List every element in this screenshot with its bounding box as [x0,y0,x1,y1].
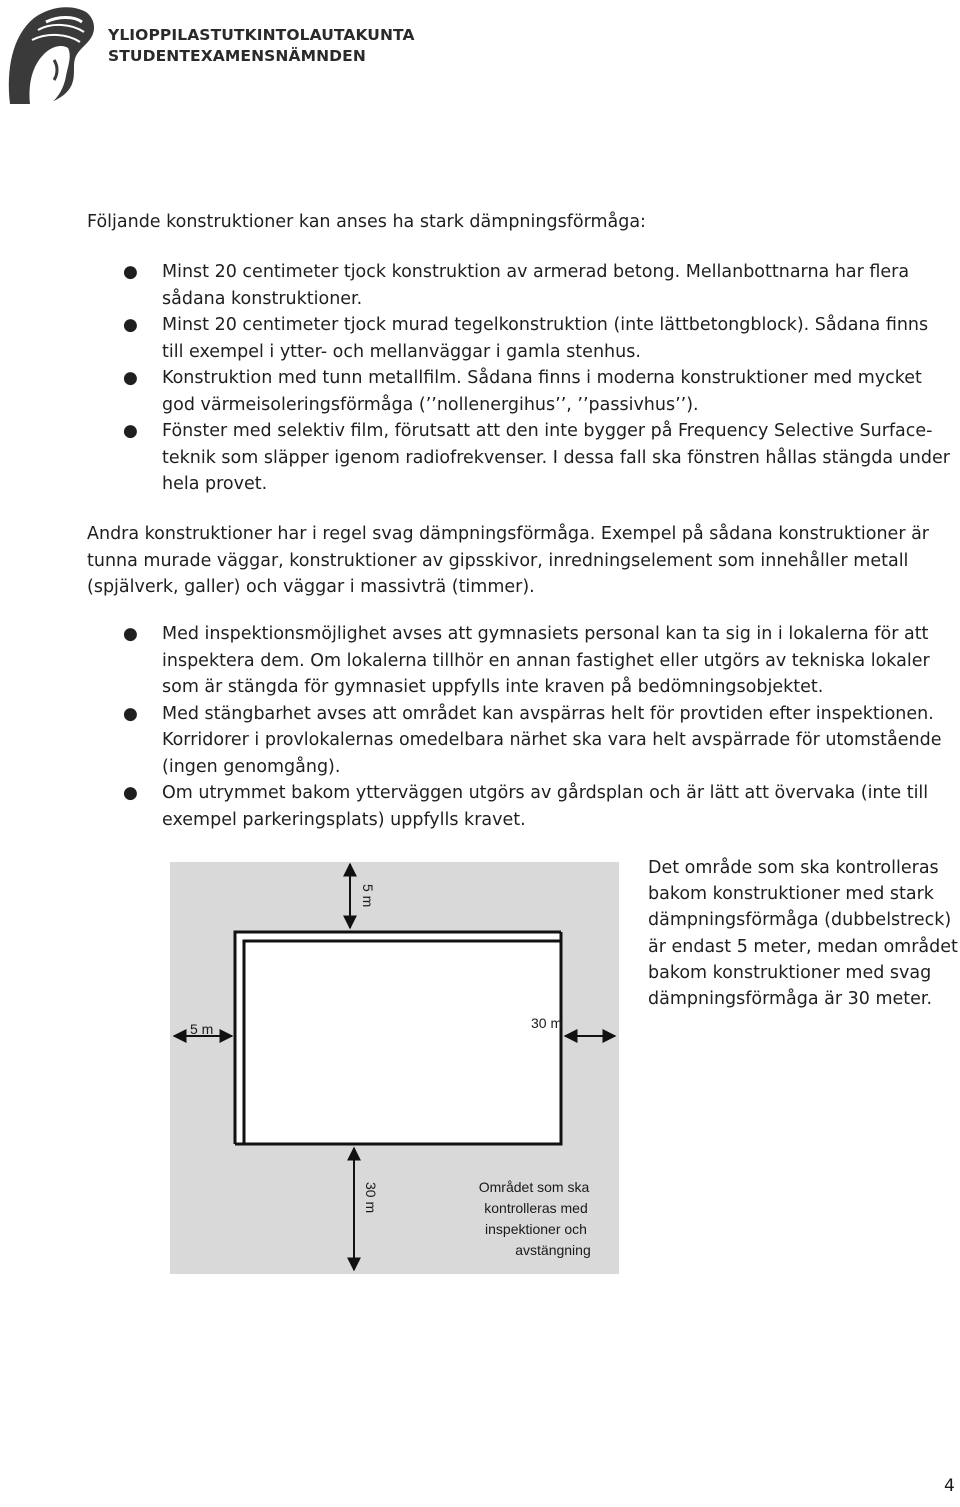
building-room [235,932,561,1144]
bullet-icon: ● [123,783,138,803]
helmet-profile-logo-icon [2,0,98,104]
organization-name [108,25,415,67]
area-caption-line: avstängning [515,1242,591,1258]
diagram-explanation: Det område som ska kontrolleras bakom konstruktioner med stark dämpningsförmåga (dubbelstreck) är endast 5 meter, medan området bakom konstruktioner med svag dämpningsförmåga är 30 meter. [648,858,958,1010]
bullet-icon: ● [123,421,138,441]
strong-attenuation-list [87,259,955,498]
area-caption-line: kontrolleras med [484,1200,588,1216]
bullet-icon: ● [123,262,138,282]
intro-text: Följande konstruktioner kan anses ha stark dämpningsförmåga: [87,212,646,232]
area-diagram [170,862,619,1274]
page-number: 4 [944,1476,955,1496]
area-caption-line: Området som ska [478,1179,590,1195]
bullet-icon: ● [123,368,138,388]
area-caption-line: inspektioner och [485,1221,587,1237]
bullet-icon: ● [123,624,138,644]
bullet-icon: ● [123,315,138,335]
org-name-finnish: YLIOPPILASTUTKINTOLAUTAKUNTA [108,26,415,44]
page-header [0,0,960,110]
weak-attenuation-paragraph: Andra konstruktioner har i regel svag dämpningsförmåga. Exempel på sådana konstruktioner är tunna murade väggar, konstruktioner av gipsskivor, inredningselement som innehåller metall (spjälverk, galler) och väggar i massivträ (timmer). [87,524,929,597]
bullet-icon: ● [123,703,138,724]
list-item: ● Om utrymmet bakom ytterväggen utgörs av gårdsplan och är lätt att övervaka (inte till exempel parkeringsplats) uppfylls kravet. [87,780,955,833]
list-item: ● Minst 20 centimeter tjock konstruktion av armerad betong. Mellanbottnarna har flera sådana konstruktioner. [87,259,955,312]
bottom-dimension-label: 30 m [363,1182,379,1214]
list-item: ● Med inspektionsmöjlighet avses att gymnasiets personal kan ta sig in i lokalerna för att inspektera dem. Om lokalerna tillhör en annan fastighet eller utgörs av tekniska lokaler som är stängda för gymnasiet uppfylls inte kraven på bedömningsobjektet. [87,621,955,701]
list-item: ● Med stängbarhet avses att området kan avspärras helt för provtiden efter inspektionen. Korridorer i provlokalernas omedelbara närhet ska vara helt avspärrade för utomstående (ingen genomgång). [87,701,955,781]
left-dimension-label: 5 m [190,1021,214,1037]
right-dimension-label: 30 m [531,1015,563,1031]
inspection-list [87,621,955,833]
list-item: ● Fönster med selektiv film, förutsatt att den inte bygger på Frequency Selective Surface-teknik som släpper igenom radiofrekvenser. I dessa fall ska fönstren hållas stängda under hela provet. [87,418,955,498]
top-dimension-label: 5 m [360,884,376,908]
list-item: ● Minst 20 centimeter tjock murad tegelkonstruktion (inte lättbetongblock). Sådana finns till exempel i ytter- och mellanväggar i gamla stenhus. [87,312,955,365]
org-name-swedish: STUDENTEXAMENSNÄMNDEN [108,47,366,65]
list-item: ● Konstruktion med tunn metallfilm. Sådana finns i moderna konstruktioner med mycket god värmeisoleringsförmåga (’’nollenergihus’’, ’’passivhus’’). [87,365,955,418]
